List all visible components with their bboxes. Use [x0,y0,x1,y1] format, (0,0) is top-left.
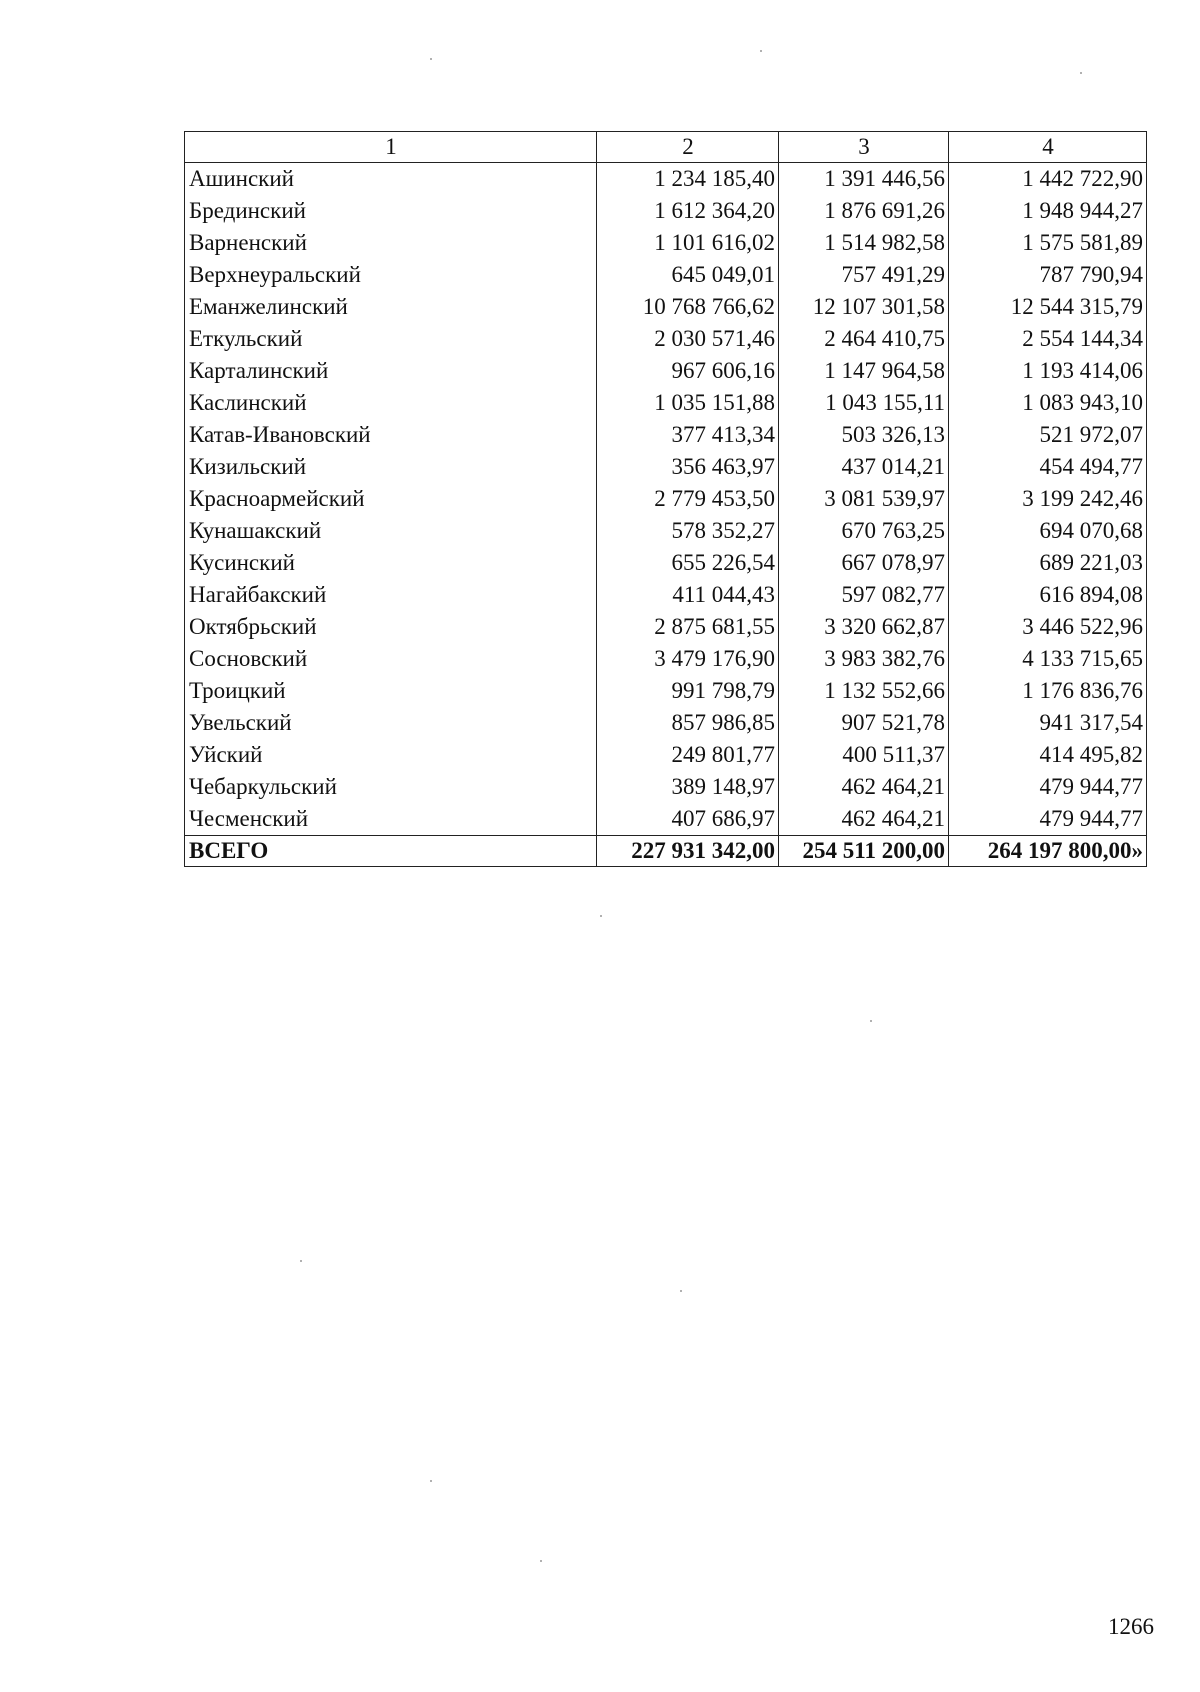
amount-cell-column-4: 4 133 715,65 [949,643,1147,675]
table-row [185,611,1147,643]
scan-speck [680,1290,682,1292]
amount-cell-column-3: 1 132 552,66 [779,675,949,707]
table-header [185,132,1147,163]
amount-cell-column-4: 414 495,82 [949,739,1147,771]
amount-cell-column-3: 3 081 539,97 [779,483,949,515]
table-row [185,387,1147,419]
amount-cell-column-3: 503 326,13 [779,419,949,451]
amount-cell-column-2: 356 463,97 [597,451,779,483]
amount-cell-column-2: 2 030 571,46 [597,323,779,355]
scan-speck [430,1480,432,1482]
amount-cell-column-4: 941 317,54 [949,707,1147,739]
amount-cell-column-3: 667 078,97 [779,547,949,579]
table-row [185,483,1147,515]
amount-cell-column-2: 249 801,77 [597,739,779,771]
district-name-cell: Чебаркульский [185,771,597,803]
amount-cell-column-4: 787 790,94 [949,259,1147,291]
amount-cell-column-2: 1 234 185,40 [597,163,779,196]
district-name-cell: Чесменский [185,803,597,836]
district-name-cell: Карталинский [185,355,597,387]
amount-cell-column-4: 3 446 522,96 [949,611,1147,643]
table-row [185,547,1147,579]
table-row [185,579,1147,611]
amount-cell-column-3: 462 464,21 [779,771,949,803]
amount-cell-column-3: 670 763,25 [779,515,949,547]
table-row [185,259,1147,291]
amount-cell-column-2: 411 044,43 [597,579,779,611]
page-number: 1266 [1108,1614,1154,1639]
table-row [185,515,1147,547]
district-name-cell: Октябрьский [185,611,597,643]
table-row [185,707,1147,739]
amount-cell-column-2: 578 352,27 [597,515,779,547]
amount-cell-column-3: 437 014,21 [779,451,949,483]
amount-cell-column-2: 1 612 364,20 [597,195,779,227]
amount-cell-column-2: 1 101 616,02 [597,227,779,259]
district-name-cell: Верхнеуральский [185,259,597,291]
table-row [185,323,1147,355]
amount-cell-column-2: 2 779 453,50 [597,483,779,515]
total-column-4: 264 197 800,00» [949,836,1147,867]
amount-cell-column-3: 462 464,21 [779,803,949,836]
district-name-cell: Варненский [185,227,597,259]
amount-cell-column-4: 694 070,68 [949,515,1147,547]
scan-speck [760,50,762,52]
total-column-2: 227 931 342,00 [597,836,779,867]
amount-cell-column-4: 3 199 242,46 [949,483,1147,515]
amount-cell-column-4: 1 442 722,90 [949,163,1147,196]
amount-cell-column-4: 12 544 315,79 [949,291,1147,323]
table-row [185,291,1147,323]
amount-cell-column-2: 645 049,01 [597,259,779,291]
budget-table [184,131,1147,867]
amount-cell-column-3: 2 464 410,75 [779,323,949,355]
district-name-cell: Ашинский [185,163,597,196]
amount-cell-column-4: 689 221,03 [949,547,1147,579]
district-name-cell: Брединский [185,195,597,227]
amount-cell-column-3: 1 043 155,11 [779,387,949,419]
district-name-cell: Катав-Ивановский [185,419,597,451]
table-row [185,227,1147,259]
header-row [185,132,1147,163]
amount-cell-column-2: 857 986,85 [597,707,779,739]
amount-cell-column-4: 1 575 581,89 [949,227,1147,259]
column-header-3: 3 [779,132,949,163]
amount-cell-column-4: 479 944,77 [949,771,1147,803]
district-name-cell: Красноармейский [185,483,597,515]
table-body [185,163,1147,836]
district-name-cell: Еткульский [185,323,597,355]
amount-cell-column-2: 389 148,97 [597,771,779,803]
table-row [185,771,1147,803]
table-row [185,803,1147,836]
column-header-4: 4 [949,132,1147,163]
district-name-cell: Увельский [185,707,597,739]
amount-cell-column-4: 1 193 414,06 [949,355,1147,387]
amount-cell-column-4: 616 894,08 [949,579,1147,611]
amount-cell-column-3: 1 876 691,26 [779,195,949,227]
amount-cell-column-3: 3 983 382,76 [779,643,949,675]
scan-speck [300,1260,302,1262]
column-header-2: 2 [597,132,779,163]
district-name-cell: Нагайбакский [185,579,597,611]
total-column-3: 254 511 200,00 [779,836,949,867]
total-label: ВСЕГО [185,836,597,867]
scan-speck [430,58,432,60]
amount-cell-column-4: 2 554 144,34 [949,323,1147,355]
amount-cell-column-2: 991 798,79 [597,675,779,707]
amount-cell-column-3: 400 511,37 [779,739,949,771]
amount-cell-column-3: 12 107 301,58 [779,291,949,323]
amount-cell-column-4: 1 083 943,10 [949,387,1147,419]
amount-cell-column-2: 967 606,16 [597,355,779,387]
scan-speck [540,1560,542,1562]
amount-cell-column-2: 377 413,34 [597,419,779,451]
amount-cell-column-3: 757 491,29 [779,259,949,291]
amount-cell-column-3: 1 147 964,58 [779,355,949,387]
amount-cell-column-2: 655 226,54 [597,547,779,579]
amount-cell-column-3: 1 514 982,58 [779,227,949,259]
table-row [185,163,1147,196]
district-name-cell: Кунашакский [185,515,597,547]
amount-cell-column-2: 3 479 176,90 [597,643,779,675]
district-name-cell: Каслинский [185,387,597,419]
amount-cell-column-4: 1 948 944,27 [949,195,1147,227]
district-name-cell: Сосновский [185,643,597,675]
scan-speck [600,915,602,917]
column-header-1: 1 [185,132,597,163]
amount-cell-column-3: 3 320 662,87 [779,611,949,643]
district-name-cell: Уйский [185,739,597,771]
amount-cell-column-4: 454 494,77 [949,451,1147,483]
table-row [185,419,1147,451]
table-row [185,675,1147,707]
district-name-cell: Кусинский [185,547,597,579]
amount-cell-column-3: 597 082,77 [779,579,949,611]
table-row [185,643,1147,675]
amount-cell-column-2: 10 768 766,62 [597,291,779,323]
total-row [185,836,1147,867]
amount-cell-column-4: 521 972,07 [949,419,1147,451]
amount-cell-column-3: 907 521,78 [779,707,949,739]
amount-cell-column-4: 1 176 836,76 [949,675,1147,707]
scan-speck [1080,72,1082,74]
amount-cell-column-3: 1 391 446,56 [779,163,949,196]
amount-cell-column-4: 479 944,77 [949,803,1147,836]
district-name-cell: Кизильский [185,451,597,483]
table-row [185,355,1147,387]
table-row [185,451,1147,483]
amount-cell-column-2: 1 035 151,88 [597,387,779,419]
table-row [185,739,1147,771]
amount-cell-column-2: 407 686,97 [597,803,779,836]
district-name-cell: Троицкий [185,675,597,707]
district-name-cell: Еманжелинский [185,291,597,323]
scan-speck [870,1020,872,1022]
table-footer [185,836,1147,867]
table-row [185,195,1147,227]
amount-cell-column-2: 2 875 681,55 [597,611,779,643]
